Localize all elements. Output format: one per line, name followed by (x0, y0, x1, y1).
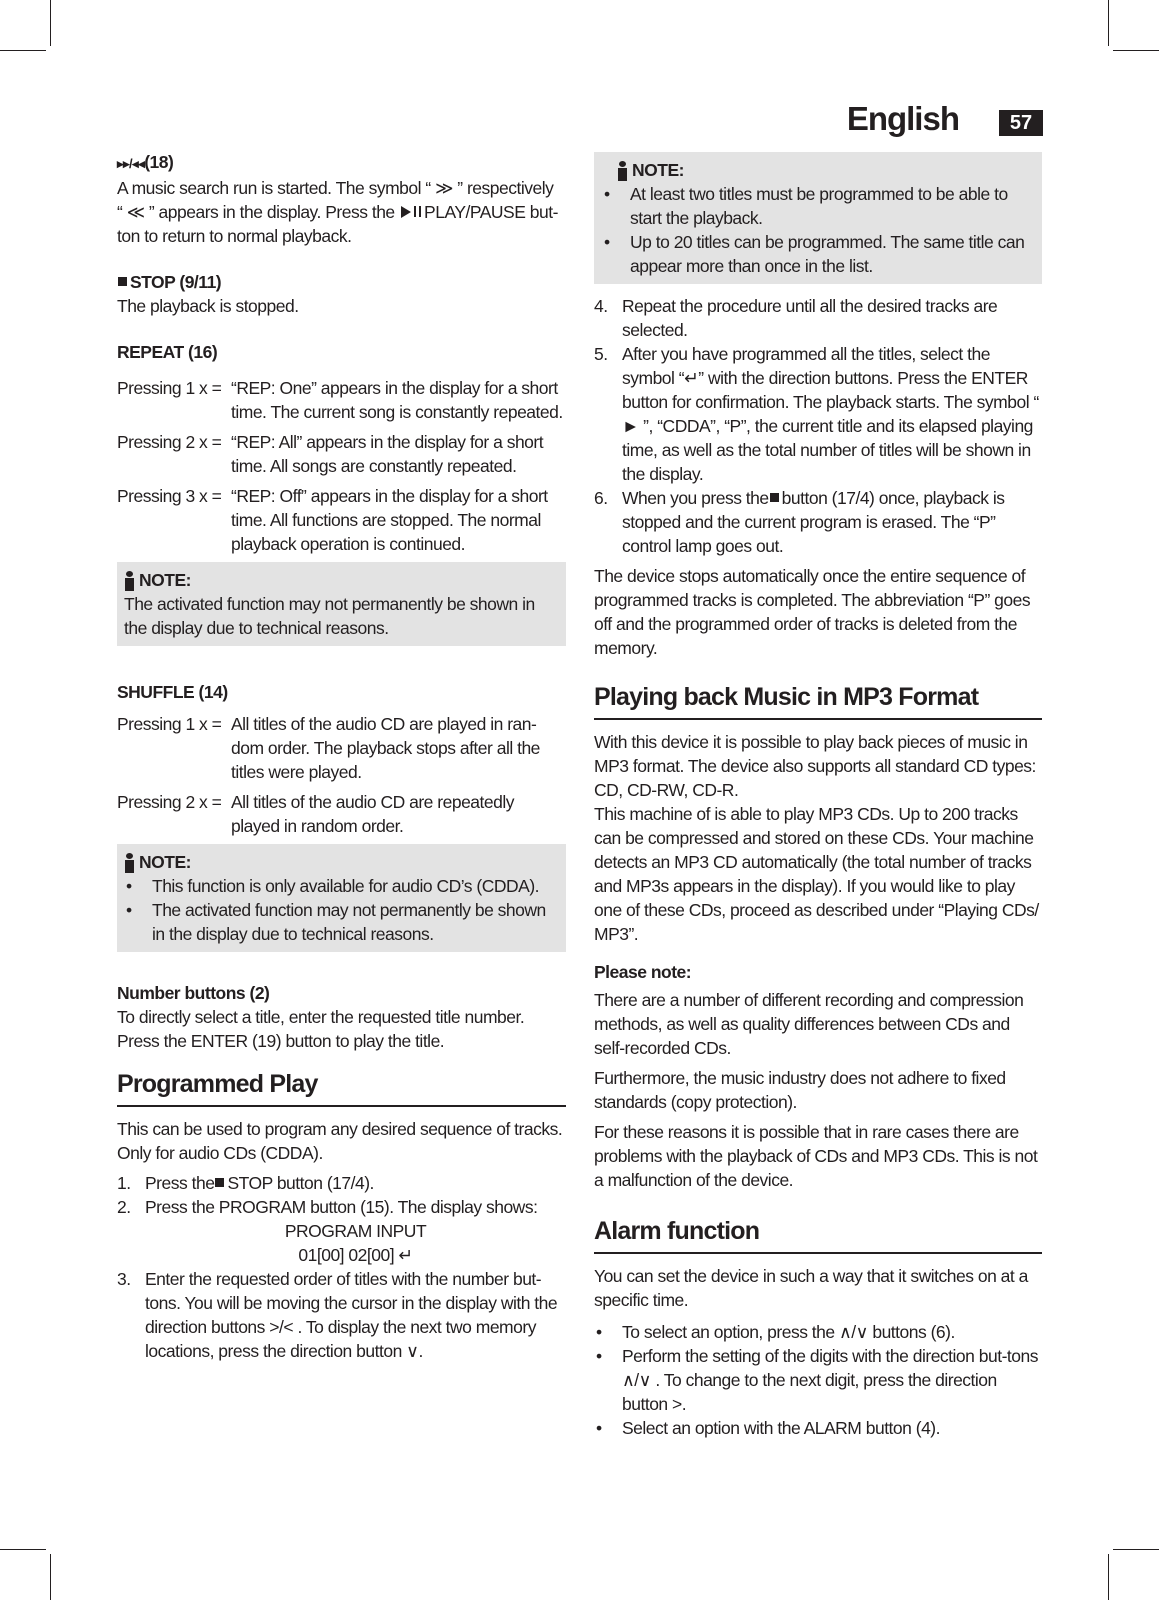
search-heading: ▸▸/◂◂(18) (117, 152, 174, 172)
number-buttons-text: To directly select a title, enter the requested title number. Press the ENTER (19) button to play the title. (117, 1007, 525, 1051)
list-item: • To select an option, press the ∧/∨ buttons (6). (594, 1320, 1042, 1344)
press-text: “REP: One” appears in the display for a short time. The current song is constantly repeated. (231, 378, 563, 422)
mp3-paragraph: With this device it is possible to play back pieces of music in MP3 format. The device also supports all standard CD types: CD, CD-RW, CD-R. (594, 732, 1036, 800)
press-label: Pressing 1 x = (117, 378, 222, 398)
press-label: Pressing 1 x = (117, 714, 222, 734)
pause-icon (414, 206, 421, 217)
list-item: 5. After you have programmed all the titles, select the symbol “↵” with the direction buttons. Press the ENTER button for confirmation. The playback starts. The symbol “ ► ”, “CDDA”, “P”, the current title and its elapsed playing time, as well as the total number of titles will be shown in the display. (594, 344, 1039, 484)
list-item: • Select an option with the ALARM button (4). (594, 1416, 1042, 1440)
press-row (117, 376, 566, 424)
number-buttons-heading: Number buttons (2) (117, 983, 270, 1003)
list-item: 1. Press the STOP button (17/4). (117, 1173, 374, 1193)
list-item: • Perform the setting of the digits with the direction but-tons ∧/∨ . To change to the next digit, press the direction button >. (594, 1344, 1042, 1416)
note-list (124, 874, 558, 946)
stop-text: The playback is stopped. (117, 296, 299, 316)
repeat-note: NOTE: The activated function may not permanently be shown in the display due to technical reasons. (117, 562, 566, 646)
programmed-steps-continued (594, 294, 1042, 558)
repeat-rows (117, 376, 566, 556)
page-number: 57 (999, 110, 1043, 136)
list-item: • Up to 20 titles can be programmed. The same title can appear more than once in the list. (602, 230, 1034, 278)
stops-text: The device stops automatically once the entire sequence of programmed tracks is completed. The abbreviation “P” goes off and the programmed order of tracks is deleted from the memory. (594, 566, 1031, 658)
press-label: Pressing 2 x = (117, 792, 222, 812)
programmed-play-title: Programmed Play (117, 1069, 566, 1107)
crop-mark (50, 0, 51, 46)
list-item: • The activated function may not permanently be shown in the display due to technical reasons. (124, 898, 558, 946)
mp3-title: Playing back Music in MP3 Format (594, 682, 1042, 720)
stop-icon (215, 1178, 224, 1187)
press-text: “REP: Off” appears in the display for a short time. All functions are stopped. The normal playback operation is continued. (231, 486, 548, 554)
info-icon (124, 851, 135, 873)
repeat-heading: REPEAT (16) (117, 342, 218, 362)
programmed-steps (117, 1171, 566, 1363)
info-icon (617, 159, 628, 181)
list-item: • At least two titles must be programmed to be able to start the playback. (602, 182, 1034, 230)
page-language: English (846, 100, 959, 137)
crop-mark (0, 1549, 46, 1550)
alarm-title: Alarm function (594, 1216, 1042, 1254)
list-item: 3. Enter the requested order of titles with the number but-tons. You will be moving the cursor in the display with the direction buttons >/< . To display the next two memory locations, press the direction button ∨. (117, 1269, 558, 1361)
crop-mark (1108, 1554, 1109, 1600)
press-text: “REP: All” appears in the display for a short time. All songs are constantly repeated. (231, 432, 544, 476)
shuffle-rows (117, 712, 566, 838)
press-label: Pressing 3 x = (117, 486, 222, 506)
crop-mark (50, 1554, 51, 1600)
alarm-intro: You can set the device in such a way that it switches on at a specific time. (594, 1266, 1028, 1310)
note-text: The activated function may not permanently be shown in the display due to technical reasons. (124, 594, 535, 638)
play-icon (401, 206, 411, 218)
list-item: 6. When you press the button (17/4) once, playback is stopped and the current program is erased. The “P” control lamp goes out. (594, 488, 1005, 556)
alarm-list (594, 1320, 1042, 1440)
shuffle-heading: SHUFFLE (14) (117, 682, 228, 702)
info-icon (124, 569, 135, 591)
note-list (602, 182, 1034, 278)
press-row (117, 712, 566, 784)
press-row (117, 484, 566, 556)
press-text: All titles of the audio CD are played in ran-dom order. The playback stops after all the titles were played. (231, 714, 540, 782)
crop-mark (1113, 1549, 1159, 1550)
mp3-paragraph: There are a number of different recording and compression methods, as well as quality differences between CDs and self-recorded CDs. (594, 990, 1024, 1058)
display-line: 01[00] 02[00] ↵ (298, 1245, 413, 1265)
press-row (117, 430, 566, 478)
list-item: 2. Press the PROGRAM button (15). The display shows: PROGRAM INPUT 01[00] 02[00] ↵ (117, 1195, 566, 1267)
list-item: • This function is only available for audio CD’s (CDDA). (124, 874, 558, 898)
skip-icon: ▸▸/◂◂ (117, 156, 145, 171)
list-item: 4. Repeat the procedure until all the desired tracks are selected. (594, 296, 998, 340)
crop-mark (1108, 0, 1109, 46)
shuffle-note: NOTE: • This function is only available for audio CD’s (CDDA). • The activated function may not permanently be shown in the display due to technical reasons. (117, 844, 566, 952)
stop-heading: STOP (9/11) (117, 270, 566, 294)
mp3-paragraph: This machine of is able to play MP3 CDs. Up to 200 tracks can be compressed and stored on these CDs. Your machine detects an MP3 CD automatically (the total number of tracks and MP3s appears in the display). If you would like to play one of these CDs, proceed as described under “Playing CDs/ MP3”. (594, 804, 1039, 944)
left-column (117, 150, 566, 1363)
crop-mark (0, 50, 46, 51)
search-text: A music search run is started. The symbol “ ≫ ” respectively “ ≪ ” appears in the display. Press the PLAY/PAUSE but- ton to return to normal playback. (117, 178, 558, 246)
please-note-heading: Please note: (594, 962, 692, 982)
crop-mark (1113, 50, 1159, 51)
mp3-paragraph: Furthermore, the music industry does not adhere to fixed standards (copy protection). (594, 1068, 1006, 1112)
right-column (594, 152, 1042, 1440)
display-line: PROGRAM INPUT (284, 1221, 427, 1241)
press-label: Pressing 2 x = (117, 432, 222, 452)
press-text: All titles of the audio CD are repeatedly played in random order. (231, 792, 514, 836)
stop-icon (770, 493, 779, 502)
stop-icon (118, 277, 127, 286)
programmed-intro: This can be used to program any desired sequence of tracks. Only for audio CDs (CDDA). (117, 1119, 563, 1163)
press-row (117, 790, 566, 838)
mp3-paragraph: For these reasons it is possible that in rare cases there are problems with the playback of CDs and MP3 CDs. This is not a malfunction of the device. (594, 1122, 1038, 1190)
program-note: NOTE: • At least two titles must be programmed to be able to start the playback. • Up to 20 titles can be programmed. The same title can appear more than once in the list. (594, 152, 1042, 284)
